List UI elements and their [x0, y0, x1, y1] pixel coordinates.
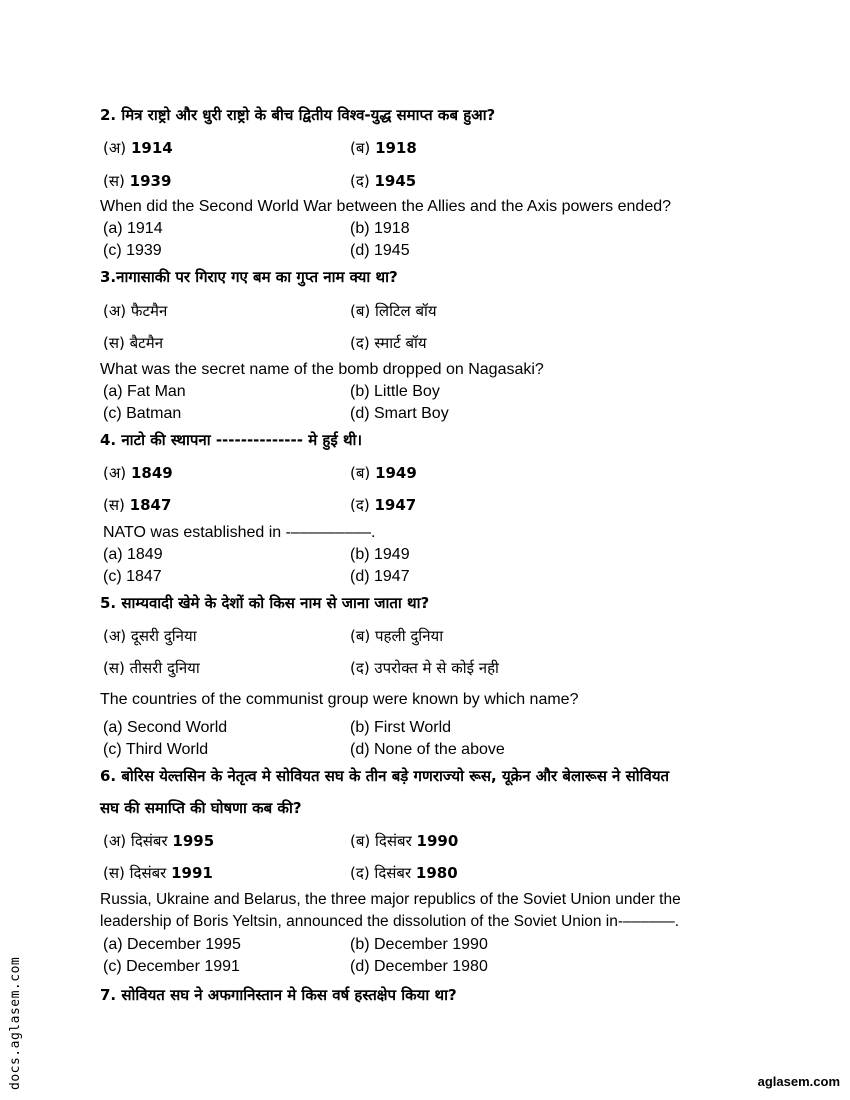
- q3-english-option-d: (d) Smart Boy: [350, 405, 449, 422]
- q4-hindi-option-d: (द) 1947: [350, 496, 417, 514]
- q5-english-question: The countries of the communist group were known by which name?: [100, 691, 579, 708]
- q5-english-option-c: (c) Third World: [103, 741, 209, 758]
- q5-hindi-option-b: (ब) पहली दुनिया: [350, 627, 444, 645]
- q6-hindi-question-line-2: सघ की समाप्ति की घोषणा कब की?: [100, 799, 302, 817]
- q3-english-option-a: (a) Fat Man: [103, 383, 186, 400]
- q4-english-option-c: (c) 1847: [103, 568, 162, 585]
- q2-hindi-option-c: (स) 1939: [103, 172, 172, 190]
- q3-english-option-b: (b) Little Boy: [350, 383, 440, 400]
- q6-english-option-a: (a) December 1995: [103, 936, 241, 953]
- q6-english-option-c: (c) December 1991: [103, 958, 240, 975]
- q2-english-question: When did the Second World War between the Allies and the Axis powers ended?: [100, 198, 672, 215]
- q3-hindi-option-b: (ब) लिटिल बॉय: [350, 302, 437, 320]
- q5-hindi-question: 5. साम्यवादी खेमे के देशों को किस नाम से जाना जाता था?: [100, 594, 430, 612]
- q2-english-option-a: (a) 1914: [103, 220, 163, 237]
- q6-english-option-d: (d) December 1980: [350, 958, 488, 975]
- q6-english-question-line-1: Russia, Ukraine and Belarus, the three major republics of the Soviet Union under the: [100, 891, 681, 908]
- q2-english-option-c: (c) 1939: [103, 242, 162, 259]
- q5-hindi-option-a: (अ) दूसरी दुनिया: [103, 627, 197, 645]
- q4-english-question: NATO was established in -–––––––––.: [103, 524, 376, 541]
- q6-hindi-question-line-1: 6. बोरिस येल्तसिन के नेतृत्व मे सोवियत सघ के तीन बड़े गणराज्यो रूस, यूक्रेन और बेलारूस ने सोवियत: [100, 767, 670, 785]
- q2-english-option-b: (b) 1918: [350, 220, 410, 237]
- q6-english-option-b: (b) December 1990: [350, 936, 488, 953]
- q3-english-option-c: (c) Batman: [103, 405, 182, 422]
- brand-footer[interactable]: aglasem.com: [757, 1074, 840, 1089]
- q3-hindi-option-c: (स) बैटमैन: [103, 334, 164, 352]
- watermark-text: docs.aglasem.com: [8, 956, 23, 1090]
- q2-hindi-option-a: (अ) 1914: [103, 139, 173, 157]
- q6-english-question-line-2: leadership of Boris Yeltsin, announced the dissolution of the Soviet Union in-––––––.: [100, 913, 680, 930]
- q5-hindi-option-d: (द) उपरोक्त मे से कोई नही: [350, 659, 499, 677]
- q5-english-option-b: (b) First World: [350, 719, 452, 736]
- q6-hindi-option-b: (ब) दिसंबर 1990: [350, 832, 459, 850]
- q5-english-option-a: (a) Second World: [103, 719, 228, 736]
- q4-english-option-a: (a) 1849: [103, 546, 163, 563]
- q4-hindi-option-c: (स) 1847: [103, 496, 172, 514]
- q3-hindi-question: 3.नागासाकी पर गिराए गए बम का गुप्त नाम क्या था?: [100, 268, 398, 286]
- q2-english-option-d: (d) 1945: [350, 242, 410, 259]
- q6-hindi-option-d: (द) दिसंबर 1980: [350, 864, 458, 882]
- q5-hindi-option-c: (स) तीसरी दुनिया: [103, 659, 200, 677]
- q3-english-question: What was the secret name of the bomb dropped on Nagasaki?: [100, 361, 544, 378]
- q3-hindi-option-d: (द) स्मार्ट बॉय: [350, 334, 427, 352]
- q4-english-option-d: (d) 1947: [350, 568, 410, 585]
- q4-hindi-option-a: (अ) 1849: [103, 464, 173, 482]
- q2-hindi-option-b: (ब) 1918: [350, 139, 417, 157]
- q4-english-option-b: (b) 1949: [350, 546, 410, 563]
- q6-hindi-option-c: (स) दिसंबर 1991: [103, 864, 213, 882]
- q2-hindi-option-d: (द) 1945: [350, 172, 417, 190]
- q5-english-option-d: (d) None of the above: [350, 741, 505, 758]
- q4-hindi-option-b: (ब) 1949: [350, 464, 417, 482]
- q6-hindi-option-a: (अ) दिसंबर 1995: [103, 832, 215, 850]
- q2-hindi-question: 2. मित्र राष्ट्रो और धुरी राष्ट्रो के बीच द्वितीय विश्व-युद्ध समाप्त कब हुआ?: [100, 106, 496, 124]
- q7-hindi-question: 7. सोवियत सघ ने अफगानिस्तान मे किस वर्ष हस्तक्षेप किया था?: [100, 986, 457, 1004]
- q3-hindi-option-a: (अ) फैटमैन: [103, 302, 168, 320]
- q4-hindi-question: 4. नाटो की स्थापना -------------- मे हुई थी।: [100, 431, 363, 449]
